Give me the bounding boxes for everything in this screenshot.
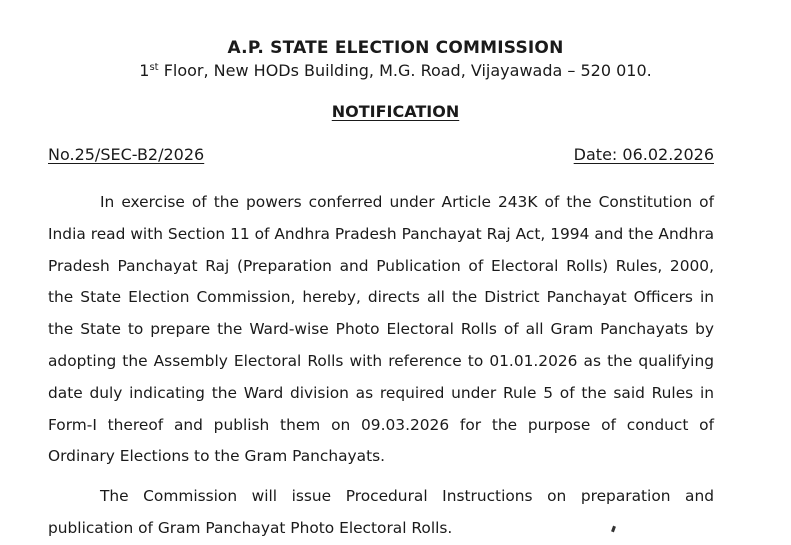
notification-date: Date: 06.02.2026 (573, 145, 714, 164)
address-text: Floor, New HODs Building, M.G. Road, Vijayawada – 520 010. (158, 61, 652, 80)
reference-number: No.25/SEC-B2/2026 (48, 145, 205, 164)
notification-title: NOTIFICATION (331, 102, 460, 121)
address-floor-number: 1 (139, 61, 150, 80)
body-paragraph-1: In exercise of the powers conferred under Article 243K of the Constitution of India read with Section 11 of Andhra Pradesh Panchayat Raj Act, 1994 and the Andhra Pradesh Panchayat Raj (Preparation and Publication of Electoral Rolls) Rules, 2000, the State Election Commission, hereby, directs all the District Panchayat Officers in the State to prepare the Ward-wise Photo Electoral Rolls of all Gram Panchayats by adopting the Assembly Electoral Rolls with reference to 01.01.2026 as the qualifying date duly indicating the Ward division as required under Rule 5 of the said Rules in Form-I thereof and publish them on 09.03.2026 for the purpose of conduct of Ordinary Elections to the Gram Panchayats. (48, 193, 714, 466)
notification-title-wrapper (0, 102, 791, 121)
body-paragraph-2: The Commission will issue Procedural Instructions on preparation and publication of Gram Panchayat Photo Electoral Rolls. (48, 487, 714, 537)
address-ordinal-suffix: st (149, 62, 159, 73)
organization-name: A.P. STATE ELECTION COMMISSION (227, 38, 564, 58)
organization-address (0, 61, 791, 80)
